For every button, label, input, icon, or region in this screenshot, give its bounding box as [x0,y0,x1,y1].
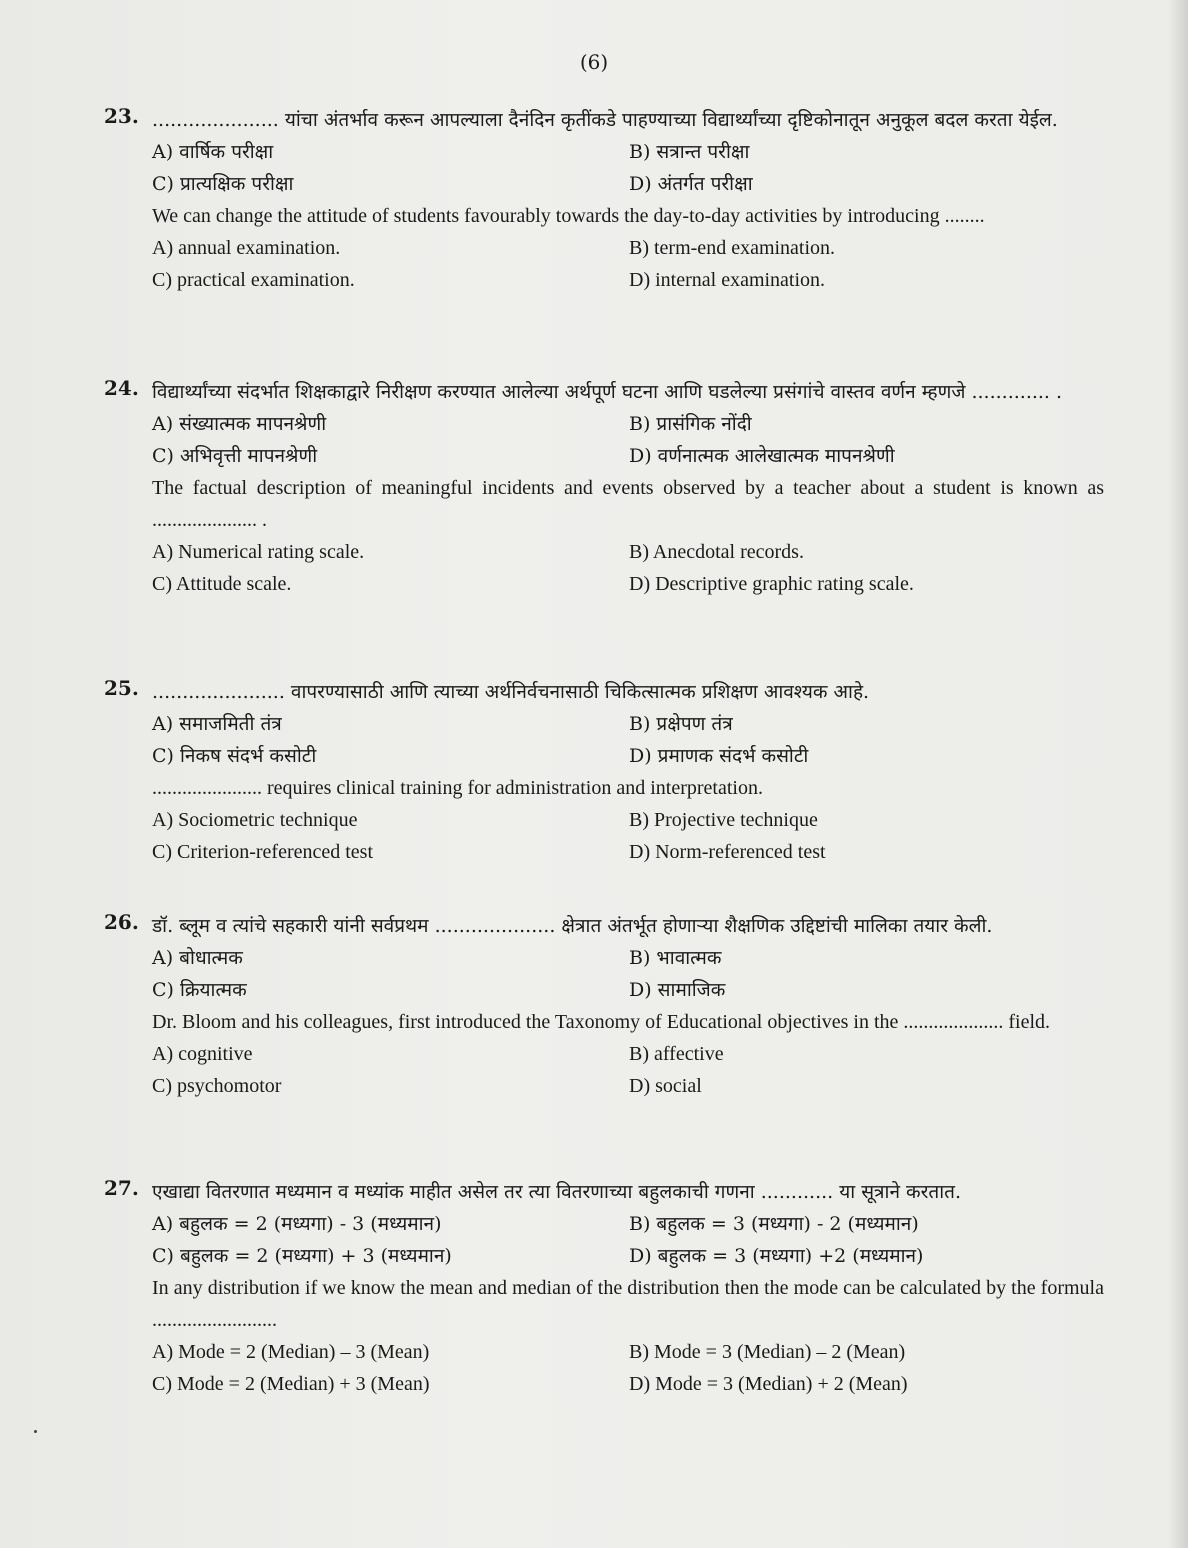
option-a: A) समाजमिती तंत्र [152,713,282,735]
option-a: A) बहुलक = 2 (मध्यगा) - 3 (मध्यमान) [152,1213,442,1235]
options-english [152,536,1104,600]
question-stem-marathi: एखाद्या वितरणात मध्यमान व मध्यांक माहीत असेल तर त्या वितरणाच्या बहुलकाची गणना ............ या सूत्राने करतात. [152,1181,962,1203]
option-d: D) सामाजिक [629,979,726,1001]
question-number: 25. [104,676,139,700]
option-a: A) annual examination. [152,237,341,259]
option-d: D) internal examination. [629,269,826,291]
options-marathi [152,408,1104,472]
option-d: D) बहुलक = 3 (मध्यगा) +2 (मध्यमान) [629,1245,924,1267]
option-c: C) Criterion-referenced test [152,841,374,863]
option-a: A) Mode = 2 (Median) – 3 (Mean) [152,1341,430,1363]
option-b: B) Mode = 3 (Median) – 2 (Mean) [629,1341,906,1363]
option-a: A) cognitive [152,1043,253,1065]
question-25 [104,676,1104,868]
option-d: D) Norm-referenced test [629,841,826,863]
option-b: B) term-end examination. [629,237,836,259]
question-number: 24. [104,376,139,400]
options-marathi [152,1208,1104,1272]
options-english [152,804,1104,868]
question-stem-english: We can change the attitude of students favourably towards the day-to-day activities by introducing ........ [152,205,985,227]
options-english [152,232,1104,296]
option-b: B) Projective technique [629,809,818,831]
option-c: C) निकष संदर्भ कसोटी [152,745,317,767]
option-c: C) practical examination. [152,269,355,291]
option-a: A) Numerical rating scale. [152,541,365,563]
question-24 [104,376,1104,600]
option-d: D) Descriptive graphic rating scale. [629,573,914,595]
question-number: 23. [104,104,139,128]
option-b: B) भावात्मक [629,947,722,969]
options-english [152,1038,1104,1102]
option-c: C) अभिवृत्ती मापनश्रेणी [152,445,318,467]
question-23 [104,104,1104,296]
option-b: B) सत्रान्त परीक्षा [629,141,750,163]
option-a: A) संख्यात्मक मापनश्रेणी [152,413,327,435]
page-number: (6) [579,50,609,74]
question-stem-marathi: ..................... यांचा अंतर्भाव करून आपल्याला दैनंदिन कृतींकडे पाहण्याच्या विद्यार्थ्यांच्या दृष्टिकोनातून अनुकूल बदल करता येईल. [152,109,1058,131]
question-stem-marathi: विद्यार्थ्यांच्या संदर्भात शिक्षकाद्वारे निरीक्षण करण्यात आलेल्या अर्थपूर्ण घटना आणि घडलेल्या प्रसंगांचे वास्तव वर्णन म्हणजे ............. . [152,381,1063,403]
question-stem-marathi: डॉ. ब्लूम व त्यांचे सहकारी यांनी सर्वप्रथम .................... क्षेत्रात अंतर्भूत होणाऱ्या शैक्षणिक उद्दिष्टांची मालिका तयार केली. [152,915,993,937]
option-c: C) क्रियात्मक [152,979,247,1001]
option-b: B) प्रक्षेपण तंत्र [629,713,733,735]
option-d: D) social [629,1075,702,1097]
question-stem-english: Dr. Bloom and his colleagues, first introduced the Taxonomy of Educational objectives in the .................... field. [152,1011,1051,1033]
option-c: C) Attitude scale. [152,573,292,595]
question-27 [104,1176,1104,1400]
option-c: C) प्रात्यक्षिक परीक्षा [152,173,294,195]
options-marathi [152,136,1104,200]
option-d: D) वर्णनात्मक आलेखात्मक मापनश्रेणी [629,445,895,467]
question-number: 27. [104,1176,139,1200]
option-b: B) affective [629,1043,724,1065]
question-26 [104,910,1104,1102]
option-b: B) बहुलक = 3 (मध्यगा) - 2 (मध्यमान) [629,1213,919,1235]
options-marathi [152,942,1104,1006]
stray-mark [34,1430,37,1433]
option-a: A) Sociometric technique [152,809,358,831]
question-stem-english: ...................... requires clinical training for administration and interpretation. [152,777,763,799]
option-d: D) अंतर्गत परीक्षा [629,173,753,195]
option-c: C) psychomotor [152,1075,282,1097]
option-b: B) प्रासंगिक नोंदी [629,413,752,435]
question-stem-marathi: ...................... वापरण्यासाठी आणि त्याच्या अर्थनिर्वचनासाठी चिकित्सात्मक प्रशिक्षण आवश्यक आहे. [152,681,870,703]
question-stem-english: The factual description of meaningful incidents and events observed by a teacher about a student is known as ..................... . [152,477,1104,531]
options-marathi [152,708,1104,772]
option-d: D) प्रमाणक संदर्भ कसोटी [629,745,809,767]
option-a: A) वार्षिक परीक्षा [152,141,274,163]
question-stem-english: In any distribution if we know the mean and median of the distribution then the mode can be calculated by the formula ......................... [152,1277,1104,1331]
options-english [152,1336,1104,1400]
question-number: 26. [104,910,139,934]
option-a: A) बोधात्मक [152,947,243,969]
option-b: B) Anecdotal records. [629,541,804,563]
option-d: D) Mode = 3 (Median) + 2 (Mean) [629,1373,908,1395]
option-c: C) बहुलक = 2 (मध्यगा) + 3 (मध्यमान) [152,1245,452,1267]
option-c: C) Mode = 2 (Median) + 3 (Mean) [152,1373,430,1395]
page-edge-shadow [1168,0,1188,1548]
